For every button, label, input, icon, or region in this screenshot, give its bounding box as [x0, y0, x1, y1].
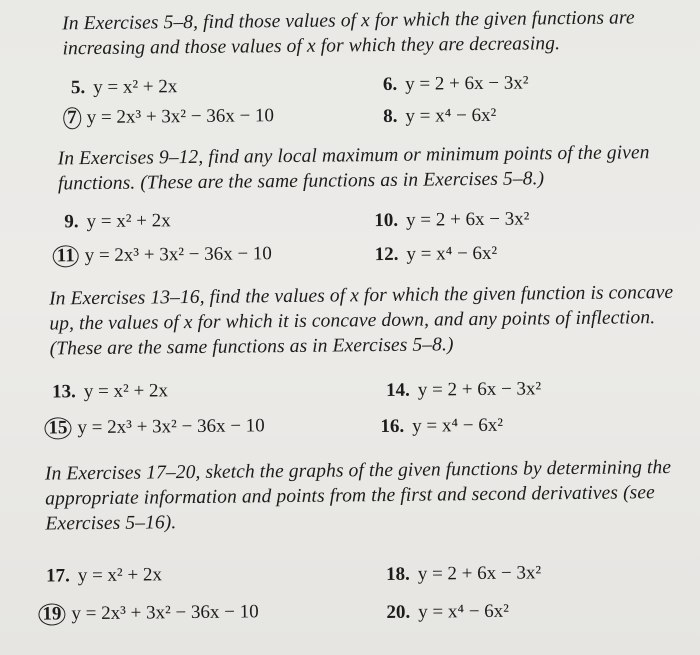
section-intro: In Exercises 5–8, find those values of x for which the given functions are increasing and those values of x for which they are decreasing. [62, 7, 635, 60]
exercise-number: 14. [386, 379, 410, 401]
exercise-equation: y = 2 + 6x − 3x² [405, 72, 529, 95]
exercise-number-circled: 19 [38, 603, 65, 625]
exercise-equation: y = x⁴ − 6x² [412, 414, 504, 437]
section-intro: In Exercises 9–12, find any local maximum or minimum points of the given functions. (These are the same functions as in Exercises 5–8.) [57, 142, 650, 195]
exercise-item-circled [63, 105, 274, 129]
exercise-equation: y = 2x³ + 3x² − 36x − 10 [77, 415, 265, 439]
exercise-item [380, 415, 503, 438]
exercise-item [383, 72, 529, 96]
exercise-number: 13. [51, 381, 76, 403]
exercise-equation: y = x² + 2x [93, 76, 178, 99]
exercise-equation: y = 2x³ + 3x² − 36x − 10 [71, 601, 259, 625]
exercise-item [374, 208, 529, 232]
exercise-equation: y = 2x³ + 3x² − 36x − 10 [84, 243, 272, 267]
exercise-number: 6. [382, 73, 398, 95]
exercise-equation: y = 2x³ + 3x² − 36x − 10 [86, 105, 275, 129]
exercise-number: 8. [383, 105, 398, 127]
exercise-item [383, 105, 496, 128]
exercise-equation: y = x⁴ − 6x² [405, 104, 497, 127]
section-intro: In Exercises 17–20, sketch the graphs of the given functions by determining the appropriate information and points from the first and second derivatives (see Exercises 5–16). [44, 456, 672, 535]
exercise-equation: y = x² + 2x [86, 210, 171, 233]
exercise-item [386, 378, 541, 402]
exercise-number: 20. [386, 601, 411, 623]
exercise-number: 10. [374, 209, 399, 232]
exercise-number-circled: 15 [44, 417, 71, 439]
exercise-equation: y = 2 + 6x − 3x² [405, 208, 530, 231]
exercise-number: 16. [380, 415, 405, 438]
exercise-item [386, 601, 509, 624]
exercise-number: 17. [45, 565, 70, 587]
exercise-equation: y = 2 + 6x − 3x² [417, 562, 542, 585]
exercise-number: 9. [64, 211, 79, 233]
exercise-equation: y = x² + 2x [83, 380, 169, 403]
exercise-number-circled: 7 [63, 107, 81, 129]
exercise-equation: y = 2 + 6x − 3x² [417, 378, 542, 401]
exercise-item [64, 210, 171, 233]
exercise-item [71, 76, 178, 99]
exercise-item-circled [53, 243, 272, 267]
exercise-equation: y = x² + 2x [77, 564, 163, 587]
exercise-equation: y = x⁴ − 6x² [406, 242, 498, 265]
exercise-number: 18. [385, 563, 410, 585]
exercise-item [52, 380, 168, 403]
exercise-item [386, 562, 541, 586]
exercise-item-circled [44, 415, 264, 439]
exercise-item-circled [38, 601, 258, 625]
section-intro: In Exercises 13–16, find the values of x for which the given function is concave up, the values of x for which it is concave down, and any points of inflection. (These are the same functions as in Exercises 5–8.) [49, 281, 674, 360]
exercise-equation: y = x⁴ − 6x² [418, 600, 510, 623]
exercise-number-circled: 11 [53, 245, 79, 267]
exercise-item [46, 564, 162, 587]
exercise-item [375, 243, 498, 266]
exercise-number: 12. [374, 243, 399, 266]
exercise-number: 5. [70, 77, 86, 99]
